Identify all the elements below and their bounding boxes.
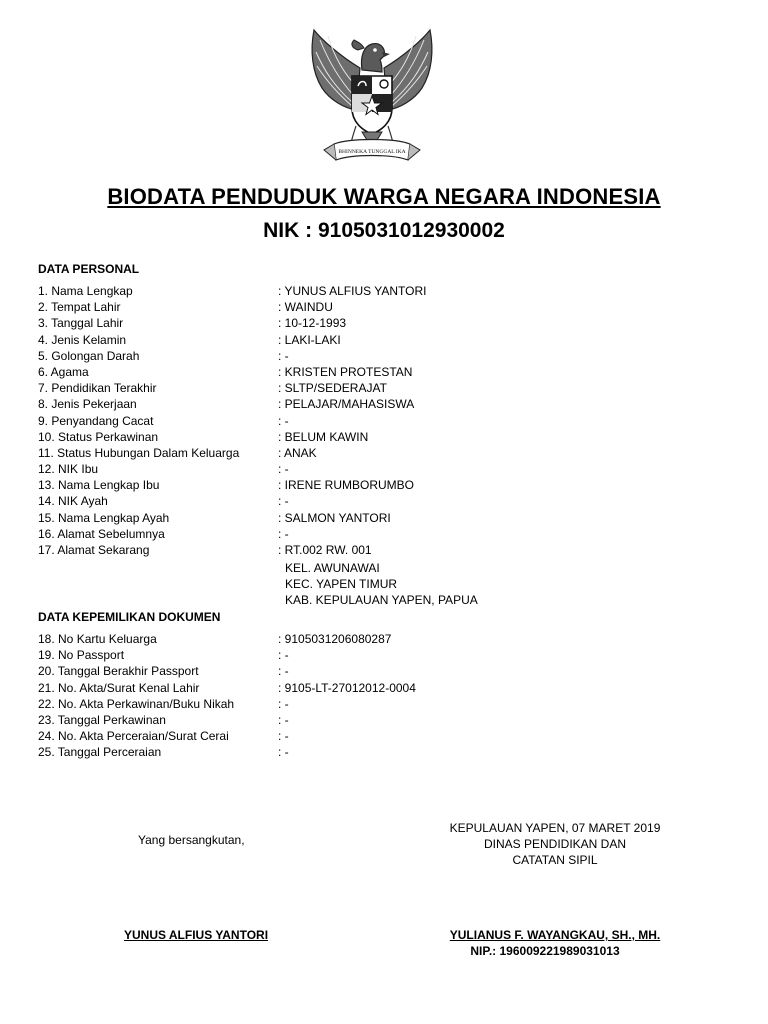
issuer-office: CATATAN SIPIL <box>512 853 598 867</box>
list-item <box>38 728 558 744</box>
field-value: : - <box>278 696 289 711</box>
field-value: : RT.002 RW. 001 <box>278 543 372 557</box>
list-item <box>38 380 558 396</box>
field-label: 24. No. Akta Perceraian/Surat Cerai <box>38 729 229 744</box>
field-label: 4. Jenis Kelamin <box>38 332 127 347</box>
address-line: KEC. YAPEN TIMUR <box>285 577 398 591</box>
personal-data-list <box>38 283 558 558</box>
field-value: : - <box>278 648 289 663</box>
field-value: : YUNUS ALFIUS YANTORI <box>278 284 427 298</box>
list-item <box>38 364 558 380</box>
list-item <box>38 332 558 348</box>
list-item <box>38 493 558 509</box>
list-item <box>38 647 558 663</box>
field-value: : 9105-LT-27012012-0004 <box>278 680 416 695</box>
signatory-label: Yang bersangkutan, <box>138 833 245 847</box>
address-line: KEL. AWUNAWAI <box>285 561 380 575</box>
field-label: 14. NIK Ayah <box>38 494 108 509</box>
list-item <box>38 348 558 364</box>
document-title: BIODATA PENDUDUK WARGA NEGARA INDONESIA <box>107 184 661 209</box>
list-item <box>38 526 558 542</box>
field-label: 22. No. Akta Perkawinan/Buku Nikah <box>38 696 235 711</box>
field-label: 18. No Kartu Keluarga <box>38 632 157 646</box>
address-line: KAB. KEPULAUAN YAPEN, PAPUA <box>285 593 478 607</box>
field-label: 12. NIK Ibu <box>38 462 99 477</box>
address-continuation <box>285 560 478 608</box>
list-item <box>38 510 558 526</box>
field-value: : KRISTEN PROTESTAN <box>278 364 413 379</box>
list-item <box>38 696 558 712</box>
list-item <box>38 299 558 315</box>
field-label: 23. Tanggal Perkawinan <box>38 712 166 727</box>
field-value: : ANAK <box>278 445 317 460</box>
emblem-motto: BHINNEKA TUNGGAL IKA <box>338 149 406 155</box>
garuda-pancasila-emblem-icon <box>300 26 444 166</box>
field-label: 21. No. Akta/Surat Kenal Lahir <box>38 680 200 695</box>
field-label: 6. Agama <box>38 364 89 379</box>
list-item <box>38 396 558 412</box>
list-item <box>38 542 558 558</box>
section-heading-personal: DATA PERSONAL <box>38 262 140 276</box>
list-item <box>38 283 558 299</box>
list-item <box>38 413 558 429</box>
field-label: 25. Tanggal Perceraian <box>38 745 162 760</box>
field-value: : WAINDU <box>278 300 333 315</box>
list-item <box>38 461 558 477</box>
list-item <box>38 663 558 679</box>
field-value: : - <box>278 745 289 760</box>
field-label: 13. Nama Lengkap Ibu <box>38 478 160 493</box>
field-value: : - <box>278 348 289 363</box>
field-value: : SLTP/SEDERAJAT <box>278 381 387 396</box>
field-label: 20. Tanggal Berakhir Passport <box>38 664 199 679</box>
section-heading-documents: DATA KEPEMILIKAN DOKUMEN <box>38 610 221 624</box>
issuer-nip: NIP.: 196009221989031013 <box>470 944 620 958</box>
issuer-office: DINAS PENDIDIKAN DAN <box>483 837 627 851</box>
nik-number: NIK : 9105031012930002 <box>263 219 505 242</box>
field-label: 5. Golongan Darah <box>38 348 140 363</box>
field-value: : - <box>278 494 289 509</box>
field-label: 2. Tempat Lahir <box>38 300 121 315</box>
field-value: : - <box>278 413 289 428</box>
list-item <box>38 429 558 445</box>
field-value: : LAKI-LAKI <box>278 332 341 347</box>
field-value: : 9105031206080287 <box>278 632 392 646</box>
field-label: 9. Penyandang Cacat <box>38 413 154 428</box>
field-value: : - <box>278 729 289 744</box>
list-item <box>38 744 558 760</box>
issuer-block <box>430 820 680 868</box>
list-item <box>38 680 558 696</box>
field-label: 1. Nama Lengkap <box>38 284 133 298</box>
list-item <box>38 315 558 331</box>
field-value: : - <box>278 462 289 477</box>
field-value: : - <box>278 526 289 541</box>
field-label: 16. Alamat Sebelumnya <box>38 526 165 541</box>
list-item <box>38 631 558 647</box>
field-label: 17. Alamat Sekarang <box>38 543 150 557</box>
field-value: : - <box>278 664 289 679</box>
list-item <box>38 477 558 493</box>
field-label: 8. Jenis Pekerjaan <box>38 397 137 412</box>
field-label: 10. Status Perkawinan <box>38 429 159 444</box>
list-item <box>38 445 558 461</box>
list-item <box>38 712 558 728</box>
field-label: 15. Nama Lengkap Ayah <box>38 510 170 525</box>
field-value: : SALMON YANTORI <box>278 510 391 525</box>
field-value: : IRENE RUMBORUMBO <box>278 478 415 493</box>
field-value: : PELAJAR/MAHASISWA <box>278 397 415 412</box>
signatory-name: YUNUS ALFIUS YANTORI <box>124 928 269 942</box>
field-value: : - <box>278 712 289 727</box>
field-label: 7. Pendidikan Terakhir <box>38 381 157 396</box>
field-value: : 10-12-1993 <box>278 316 347 331</box>
documents-data-list <box>38 631 558 761</box>
field-label: 3. Tanggal Lahir <box>38 316 124 331</box>
place-date: KEPULAUAN YAPEN, 07 MARET 2019 <box>449 821 661 835</box>
field-value: : BELUM KAWIN <box>278 429 369 444</box>
field-label: 19. No Passport <box>38 648 125 663</box>
issuer-name: YULIANUS F. WAYANGKAU, SH., MH. <box>449 928 661 942</box>
field-label: 11. Status Hubungan Dalam Keluarga <box>38 445 240 460</box>
